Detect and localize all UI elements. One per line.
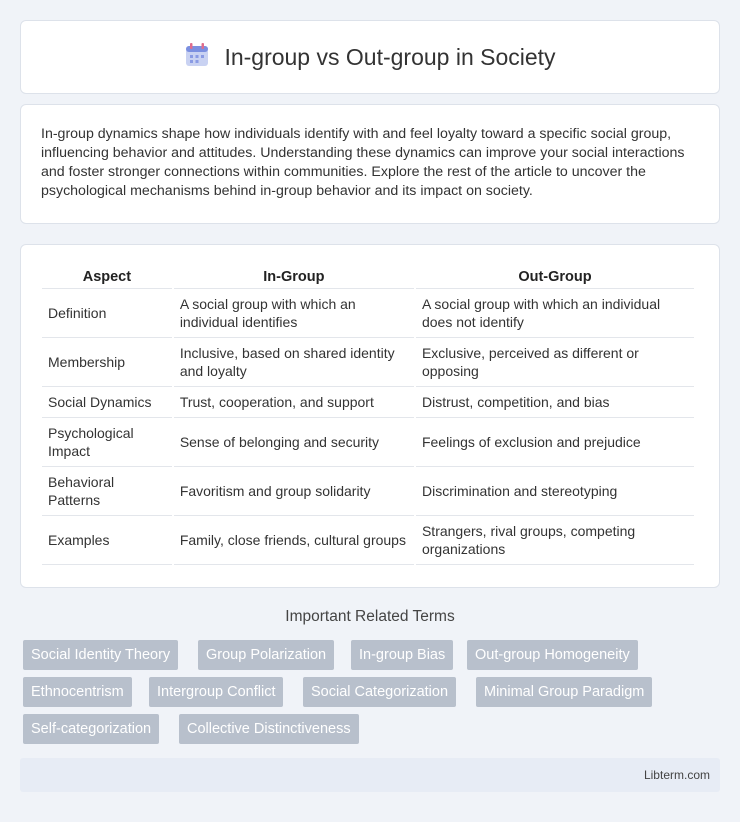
table-row	[42, 289, 694, 338]
tag-group-polarization[interactable]: Group Polarization	[198, 640, 334, 670]
page-title: In-group vs Out-group in Society	[224, 43, 556, 70]
header-in-group: In-Group	[174, 265, 414, 289]
row-aspect: Definition	[42, 289, 172, 338]
comparison-card	[20, 244, 720, 588]
row-in-group: Inclusive, based on shared identity and loyalty	[174, 338, 414, 387]
tag-out-group-homogeneity[interactable]: Out-group Homogeneity	[467, 640, 638, 670]
row-out-group: Distrust, competition, and bias	[416, 387, 694, 418]
related-terms-title: Important Related Terms	[285, 608, 455, 625]
table-row	[42, 516, 694, 565]
table-header-row	[42, 265, 694, 289]
table-row	[42, 387, 694, 418]
intro-paragraph: In-group dynamics shape how individuals identify with and feel loyalty toward a specific social group, influencing behavior and attitudes. Understanding these dynamics can improve your social interactions and foster stronger connections within communities. Explore the rest of the article to uncover the psychological mechanisms behind in-group behavior and its impact on society.	[41, 126, 685, 199]
table-row	[42, 467, 694, 516]
row-in-group: Sense of belonging and security	[174, 418, 414, 467]
row-aspect: Behavioral Patterns	[42, 467, 172, 516]
row-in-group: Trust, cooperation, and support	[174, 387, 414, 418]
row-in-group: A social group with which an individual identifies	[174, 289, 414, 338]
row-aspect: Membership	[42, 338, 172, 387]
row-out-group: Strangers, rival groups, competing organizations	[416, 516, 694, 565]
tag-ethnocentrism[interactable]: Ethnocentrism	[23, 677, 132, 707]
row-aspect: Social Dynamics	[42, 387, 172, 418]
row-aspect: Examples	[42, 516, 172, 565]
footer-site-link[interactable]: Libterm.com	[643, 768, 710, 782]
table-row	[42, 338, 694, 387]
row-out-group: Exclusive, perceived as different or opposing	[416, 338, 694, 387]
row-in-group: Favoritism and group solidarity	[174, 467, 414, 516]
tag-in-group-bias[interactable]: In-group Bias	[351, 640, 453, 670]
tag-self-categorization[interactable]: Self-categorization	[23, 714, 159, 744]
table-row	[42, 418, 694, 467]
header-card	[20, 20, 720, 94]
tag-social-categorization[interactable]: Social Categorization	[303, 677, 456, 707]
comparison-table	[40, 265, 696, 565]
row-aspect: Psychological Impact	[42, 418, 172, 467]
header-aspect: Aspect	[42, 265, 172, 289]
header-out-group: Out-Group	[416, 265, 694, 289]
intro-card	[20, 104, 720, 224]
tag-collective-distinctiveness[interactable]: Collective Distinctiveness	[179, 714, 359, 744]
calendar-icon	[184, 42, 210, 73]
row-out-group: Discrimination and stereotyping	[416, 467, 694, 516]
tag-minimal-group-paradigm[interactable]: Minimal Group Paradigm	[476, 677, 652, 707]
row-in-group: Family, close friends, cultural groups	[174, 516, 414, 565]
tag-social-identity-theory[interactable]: Social Identity Theory	[23, 640, 178, 670]
row-out-group: A social group with which an individual does not identify	[416, 289, 694, 338]
tag-intergroup-conflict[interactable]: Intergroup Conflict	[149, 677, 283, 707]
row-out-group: Feelings of exclusion and prejudice	[416, 418, 694, 467]
footer	[20, 758, 720, 792]
